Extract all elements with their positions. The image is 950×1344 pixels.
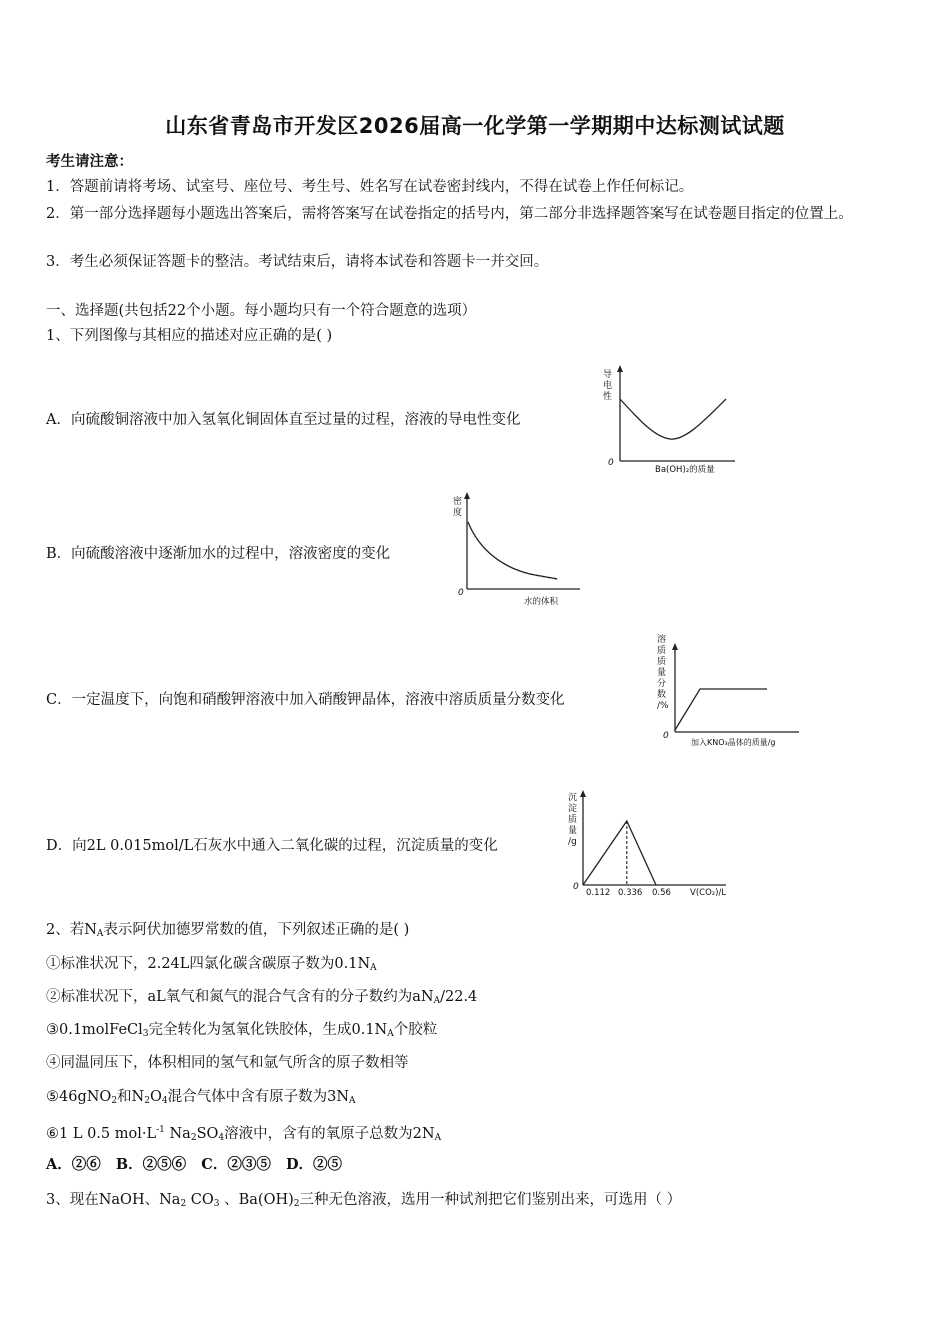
q1-option-d: D．向2L 0.015mol/L石灰水中通入二氧化碳的过程，沉淀质量的变化 [46, 838, 498, 854]
q2-s5-d: 混合气体中含有原子数为3N [167, 1089, 350, 1105]
q2-s3-a: ③0.1molFeCl [46, 1022, 143, 1038]
graph-d-ylabel-3: 质 [568, 815, 578, 825]
graph-d-y-arrow [580, 790, 586, 797]
graph-c-ylabel-3: 质 [657, 657, 667, 667]
q2-choices: A．②⑥ B．②⑤⑥ C．②③⑤ D．②⑤ [46, 1156, 343, 1173]
notice-item-3: 3．考生必须保证答题卡的整洁。考试结束后，请将本试卷和答题卡一并交回。 [46, 254, 549, 270]
graph-b-origin: 0 [458, 588, 464, 598]
graph-a [600, 365, 740, 475]
q2-statement-4: ④同温同压下，体积相同的氢气和氩气所含的原子数相等 [46, 1055, 409, 1071]
q2-s5-c: O [149, 1089, 162, 1105]
notice-item-2: 2．第一部分选择题每小题选出答案后，需将答案写在试卷指定的括号内，第二部分非选择题答案写在试卷题目指定的位置上。 [46, 206, 853, 222]
q2-s5-b: 和N [117, 1089, 145, 1105]
q3-sub1: 2 [180, 1199, 187, 1209]
q1-option-c: C．一定温度下，向饱和硝酸钾溶液中加入硝酸钾晶体，溶液中溶质质量分数变化 [46, 692, 565, 708]
graph-c-ylabel-7: /% [657, 701, 669, 711]
q2-s3-c: 个胶粒 [393, 1022, 438, 1038]
graph-c-ylabel-5: 分 [657, 679, 667, 689]
graph-d-ylabel-2: 淀 [568, 804, 578, 814]
q1-option-a: A．向硫酸铜溶液中加入氢氧化铜固体直至过量的过程，溶液的导电性变化 [46, 412, 521, 428]
graph-d-xlabel: V(CO₂)/L [690, 888, 727, 898]
graph-d-ylabel-4: 量 [568, 826, 578, 836]
q2-s5-sub1: 2 [111, 1096, 118, 1106]
q2-s1-sub: A [370, 963, 377, 973]
graph-c [654, 632, 814, 750]
graph-b [450, 492, 590, 607]
graph-c-y-arrow [672, 643, 678, 650]
q2-s1-text: ①标准状况下，2.24L四氯化碳含碳原子数为0.1N [46, 956, 371, 972]
q2-s3-sub1: 3 [142, 1029, 149, 1039]
q2-statement-1 [46, 954, 377, 978]
q3-stem [46, 1190, 681, 1214]
q3-b: CO [186, 1192, 214, 1208]
notice-item-1: 1．答题前请将考场、试室号、座位号、考生号、姓名写在试卷密封线内，不得在试卷上作任何标记。 [46, 179, 694, 195]
q2-s5-sub2: 2 [144, 1096, 150, 1106]
graph-c-ylabel-6: 数 [657, 690, 667, 700]
q3-a: 3、现在NaOH、Na [46, 1192, 181, 1208]
q2-s2-post: /22.4 [440, 989, 478, 1005]
q1-stem: 1、下列图像与其相应的描述对应正确的是( ) [46, 328, 333, 344]
q2-statement-2 [46, 987, 477, 1011]
graph-a-ylabel-1: 导 [603, 370, 613, 380]
graph-b-y-arrow [464, 492, 470, 499]
graph-d [566, 785, 736, 900]
q2-s5-sub4: A [349, 1096, 356, 1106]
q2-stem-b: 表示阿伏加德罗常数的值，下列叙述正确的是( ) [103, 922, 410, 938]
graph-c-origin: 0 [663, 731, 669, 741]
q2-s6-sub2: 4 [218, 1132, 225, 1143]
q3-sub2: 3 [213, 1199, 220, 1209]
graph-b-ylabel-1: 密 [453, 497, 463, 507]
q3-sub3: 2 [293, 1199, 300, 1209]
graph-c-ylabel-4: 量 [657, 668, 667, 678]
q2-s6-sub3: A [434, 1132, 442, 1143]
q2-s6-d: 溶液中，含有的氧原子总数为2N [224, 1125, 435, 1142]
graph-d-xtick-1: 0.112 [586, 888, 611, 898]
q2-statement-6 [46, 1120, 441, 1148]
graph-c-ylabel-1: 溶 [657, 635, 667, 645]
graph-c-xlabel: 加入KNO₃晶体的质量/g [691, 738, 776, 747]
q2-s6-b: Na [164, 1125, 191, 1142]
graph-b-xlabel: 水的体积 [524, 597, 559, 607]
q2-s5-sub3: 4 [161, 1096, 168, 1106]
q2-s6-c: SO [196, 1125, 219, 1142]
graph-d-ylabel-1: 沉 [568, 793, 578, 803]
q3-d: 三种无色溶液，选用一种试剂把它们鉴别出来，可选用（ ） [299, 1192, 682, 1208]
page-title: 山东省青岛市开发区2026届高一化学第一学期期中达标测试试题 [165, 114, 785, 138]
graph-c-ylabel-2: 质 [657, 646, 667, 656]
q3-c: 、Ba(OH) [219, 1192, 294, 1208]
q2-s6-a: ⑥1 L 0.5 mol·L [46, 1125, 157, 1142]
graph-a-ylabel-3: 性 [603, 392, 613, 402]
q2-stem-a: 2、若N [46, 922, 97, 938]
graph-d-origin: 0 [573, 882, 579, 892]
graph-a-y-arrow [617, 365, 623, 372]
q2-stem-sub: A [96, 929, 104, 939]
section-heading: 一、选择题(共包括22个小题。每小题均只有一个符合题意的选项） [46, 303, 477, 319]
graph-a-ylabel-2: 电 [603, 381, 613, 391]
graph-d-xtick-2: 0.336 [618, 888, 643, 898]
q2-s2-text: ②标准状况下，aL氧气和氮气的混合气含有的分子数约为aN [46, 989, 434, 1005]
graph-c-line [675, 689, 767, 730]
q2-s2-sub: A [433, 996, 441, 1006]
q2-s3-sub2: A [387, 1029, 394, 1039]
q2-statement-5 [46, 1087, 356, 1111]
q2-s6-sub1: 2 [190, 1132, 197, 1143]
q2-s5-a: ⑤46gNO [46, 1089, 112, 1105]
graph-a-curve [620, 399, 726, 439]
q2-s6-sup: -1 [156, 1125, 165, 1135]
q1-option-b: B．向硫酸溶液中逐渐加水的过程中，溶液密度的变化 [46, 546, 391, 562]
notice-heading: 考生请注意： [46, 153, 133, 170]
graph-b-ylabel-2: 度 [453, 508, 463, 518]
q2-stem [46, 920, 409, 944]
graph-d-line [583, 821, 656, 885]
graph-a-xlabel: Ba(OH)₂的质量 [655, 465, 715, 475]
graph-d-ylabel-5: /g [568, 837, 577, 847]
q2-s3-b: 完全转化为氢氧化铁胶体，生成0.1N [148, 1022, 388, 1038]
graph-a-origin: 0 [608, 458, 614, 468]
q2-statement-3 [46, 1020, 437, 1044]
graph-d-xtick-3: 0.56 [652, 888, 671, 898]
graph-b-curve-solid [468, 522, 557, 579]
